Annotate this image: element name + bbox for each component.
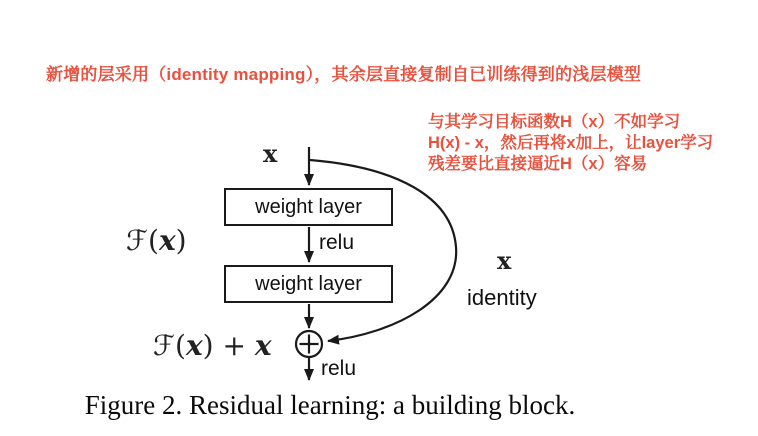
- figure-caption: Figure 2. Residual learning: a building block.: [84, 390, 576, 420]
- annotation-right-line-2: H(x) - x，然后再将x加上，让layer学习: [428, 134, 714, 152]
- identity-label: identity: [467, 285, 537, 310]
- weight-layer-2-label: weight layer: [255, 272, 362, 295]
- annotation-top: 新增的层采用（identity mapping），其余层直接复制自已训练得到的浅层模型: [46, 65, 642, 84]
- f-plus-x-var2: x: [254, 329, 272, 362]
- annotation-right-line-3: 残差要比直接逼近H（x）容易: [428, 155, 648, 173]
- f-of-x-var: x: [158, 224, 176, 257]
- f-of-x-open: ℱ(: [126, 224, 159, 257]
- annotation-right-line-1: 与其学习目标函数H（x）不如学习: [428, 113, 681, 131]
- f-plus-x-plus: ) +: [202, 329, 255, 362]
- identity-x-label: x: [497, 246, 512, 275]
- f-plus-x-open: ℱ(: [153, 329, 186, 362]
- f-of-x-close: ): [175, 224, 187, 257]
- relu-mid-label: relu: [319, 231, 355, 254]
- f-plus-x-var1: x: [185, 329, 203, 362]
- input-x-label: x: [263, 139, 278, 168]
- weight-layer-1-label: weight layer: [255, 195, 362, 218]
- f-plus-x-label: [153, 329, 272, 362]
- weight-layer-box-2: [224, 265, 393, 303]
- weight-layer-box-1: [224, 188, 393, 226]
- f-of-x-label: [126, 224, 187, 257]
- relu-bottom-label: relu: [321, 357, 357, 380]
- plus-circle-icon: [296, 331, 322, 357]
